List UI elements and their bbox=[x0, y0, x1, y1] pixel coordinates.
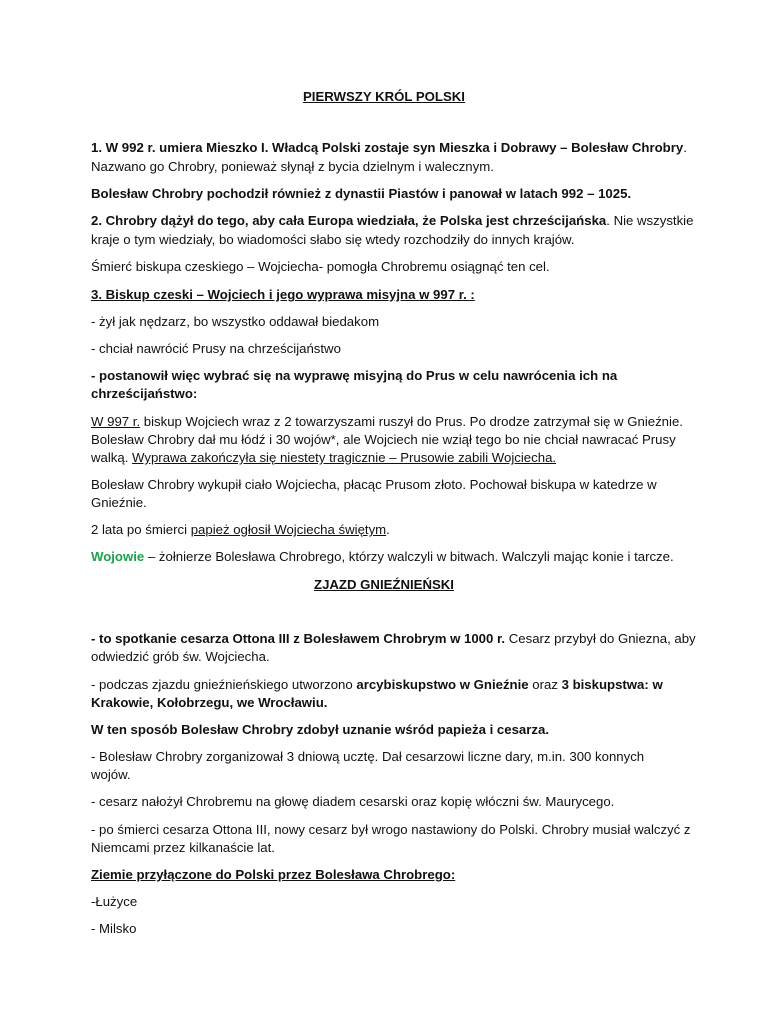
paragraph-14-c: oraz bbox=[528, 677, 562, 692]
paragraph-12-rest: – żołnierze Bolesława Chrobrego, którzy walczyli w bitwach. Walczyli mając konie i tarcze. bbox=[144, 549, 674, 564]
paragraph-3-line-1 bbox=[91, 212, 693, 230]
paragraph-2: Bolesław Chrobry pochodził również z dynastii Piastów i panował w latach 992 – 1025. bbox=[91, 186, 632, 201]
paragraph-9-rest: biskup Wojciech wraz z 2 towarzyszami ruszył do Prus. Po drodze zatrzymał się w Gnieźnie. bbox=[140, 414, 683, 429]
paragraph-14-a: - podczas zjazdu gnieźnieńskiego utworzono bbox=[91, 677, 357, 692]
paragraph-3-bold: 2. Chrobry dążył do tego, aby cała Europa wiedziała, że Polska jest chrześcijańska bbox=[91, 213, 607, 228]
paragraph-18-line-2: Niemcami przez kilkanaście lat. bbox=[91, 840, 275, 855]
paragraph-9-line-1 bbox=[91, 413, 683, 431]
paragraph-9-line-3 bbox=[91, 449, 556, 467]
paragraph-10-line-2: Gnieźnie. bbox=[91, 495, 147, 510]
paragraph-3-rest: . Nie wszystkie bbox=[606, 213, 694, 228]
paragraph-9-line-3-start: walką. bbox=[91, 450, 133, 465]
paragraph-14-d: 3 biskupstwa: w bbox=[561, 677, 663, 692]
paragraph-8-line-2: chrześcijaństwo: bbox=[91, 386, 198, 401]
section-heading-3: 3. Biskup czeski – Wojciech i jego wyprawa misyjna w 997 r. : bbox=[91, 287, 475, 302]
paragraph-13-rest: Cesarz przybył do Gniezna, aby bbox=[505, 631, 696, 646]
lands-heading: Ziemie przyłączone do Polski przez Bolesława Chrobrego: bbox=[91, 867, 456, 882]
page-title: PIERWSZY KRÓL POLSKI bbox=[303, 89, 465, 104]
paragraph-10-line-1: Bolesław Chrobry wykupił ciało Wojciecha, płacąc Prusom złoto. Pochował biskupa w katedrze w bbox=[91, 477, 657, 492]
paragraph-1-line-2: Nazwano go Chrobry, ponieważ słynął z bycia dzielnym i walecznym. bbox=[91, 159, 494, 174]
paragraph-14-line-2: Krakowie, Kołobrzegu, we Wrocławiu. bbox=[91, 695, 328, 710]
paragraph-16-line-2: wojów. bbox=[91, 767, 131, 782]
paragraph-1-line-1 bbox=[91, 139, 687, 157]
paragraph-13-line-2: odwiedzić grób św. Wojciecha. bbox=[91, 649, 270, 664]
paragraph-11-start: 2 lata po śmierci bbox=[91, 522, 191, 537]
paragraph-14-b: arcybiskupstwo w Gnieźnie bbox=[356, 677, 529, 692]
paragraph-1-rest: . bbox=[683, 140, 687, 155]
paragraph-12 bbox=[91, 548, 674, 566]
paragraph-9-line-2: Bolesław Chrobry dał mu łódź i 30 wojów*, ale Wojciech nie wziął tego bo nie chciał nawracać Prusy bbox=[91, 432, 676, 447]
paragraph-18-line-1: - po śmierci cesarza Ottona III, nowy cesarz był wrogo nastawiony do Polski. Chrobry musiał walczyć z bbox=[91, 822, 691, 837]
paragraph-17: - cesarz nałożył Chrobremu na głowę diadem cesarski oraz kopię włóczni św. Maurycego. bbox=[91, 794, 615, 809]
list-item-milsko: - Milsko bbox=[91, 921, 137, 936]
paragraph-11-underlined: papież ogłosił Wojciecha świętym bbox=[190, 522, 387, 537]
bullet-nawrocic-prusy: - chciał nawrócić Prusy na chrześcijaństwo bbox=[91, 341, 341, 356]
paragraph-11-end: . bbox=[386, 522, 390, 537]
paragraph-9-underlined-sentence: Wyprawa zakończyła się niestety tragicznie – Prusowie zabili Wojciecha. bbox=[132, 450, 557, 465]
paragraph-14-line-1 bbox=[91, 676, 663, 694]
section-subtitle: ZJAZD GNIEŹNIEŃSKI bbox=[314, 577, 454, 592]
term-wojowie: Wojowie bbox=[91, 549, 145, 564]
bullet-zyl-jak-nedzarz: - żył jak nędzarz, bo wszystko oddawał biedakom bbox=[91, 314, 380, 329]
paragraph-11 bbox=[91, 521, 390, 539]
paragraph-16-line-1: - Bolesław Chrobry zorganizował 3 dniową ucztę. Dał cesarzowi liczne dary, m.in. 300 konnych bbox=[91, 749, 645, 764]
paragraph-4: Śmierć biskupa czeskiego – Wojciecha- pomogła Chrobremu osiągnąć ten cel. bbox=[91, 259, 550, 274]
paragraph-1-bold: 1. W 992 r. umiera Mieszko I. Władcą Polski zostaje syn Mieszka i Dobrawy – Bolesław Chrobry bbox=[91, 140, 684, 155]
list-item-luzyce: -Łużyce bbox=[91, 894, 138, 909]
paragraph-3-line-2: kraje o tym wiedziały, bo wiadomości słabo się wtedy rozchodziły do innych krajów. bbox=[91, 232, 575, 247]
paragraph-15: W ten sposób Bolesław Chrobry zdobył uznanie wśród papieża i cesarza. bbox=[91, 722, 549, 737]
paragraph-9-underlined-date: W 997 r. bbox=[91, 414, 141, 429]
paragraph-13-bold: - to spotkanie cesarza Ottona III z Bolesławem Chrobrym w 1000 r. bbox=[91, 631, 506, 646]
paragraph-8-line-1: - postanowił więc wybrać się na wyprawę misyjną do Prus w celu nawrócenia ich na bbox=[91, 368, 618, 383]
paragraph-13-line-1 bbox=[91, 630, 696, 648]
